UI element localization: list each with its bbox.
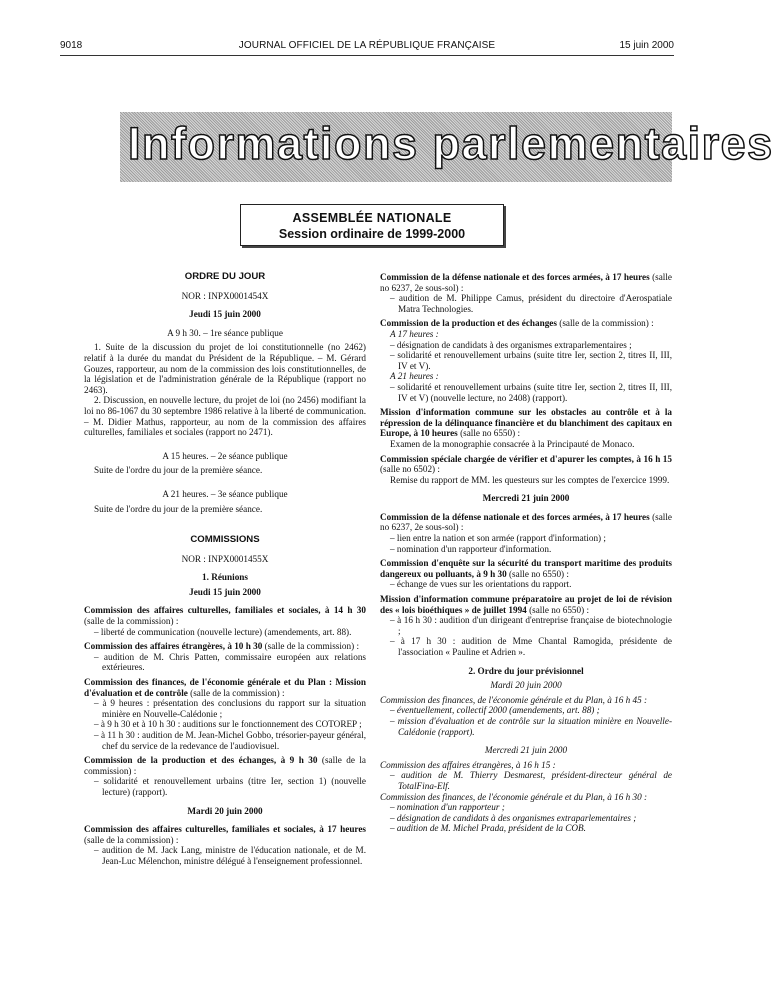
seance-text: Suite de l'ordre du jour de la première séance.	[94, 465, 263, 476]
entry-text: Examen de la monographie consacrée à la Principauté de Monaco.	[390, 438, 635, 449]
commission-entry: Commission des affaires étrangères, à 10 h 30 (salle de la commission) :	[84, 641, 359, 652]
commission-entry: Commission des finances, de l'économie générale et du Plan, à 16 h 30 :	[380, 791, 648, 802]
commission-entry: Commission de la défense nationale et des forces armées, à 17 heures (salle no 6237, 2e sous-sol) :	[380, 272, 672, 293]
subsection-heading: 2. Ordre du jour prévisionnel	[468, 665, 584, 676]
list-item: – solidarité et renouvellement urbains (suite titre Ier, section 2, titres II, III, IV et V).	[390, 350, 672, 371]
list-item: – à 9 h 30 et à 10 h 30 : auditions sur le fonctionnement des COTOREP ;	[94, 719, 362, 730]
list-item: – à 9 heures : présentation des conclusions du rapport sur la situation minière en Nouvelle-Calédonie ;	[94, 698, 366, 719]
list-item: – éventuellement, collectif 2000 (amendements, art. 88) ;	[390, 705, 600, 716]
agenda-item: 2. Discussion, en nouvelle lecture, du projet de loi (no 2456) modifiant la loi no 86-1067 du 30 septembre 1986 relative à la liberté de communication. – M. Didier Mathus, rapporteur, au nom de la commission des affaires culturelles, familiales et sociales (rapport no 2471).	[84, 395, 366, 438]
list-item: – lien entre la nation et son armée (rapport d'information) ;	[390, 533, 606, 544]
list-item: – solidarité et renouvellement urbains (titre Ier, section 1) (nouvelle lecture) (rapport).	[94, 776, 366, 797]
page-number: 9018	[60, 40, 83, 51]
left-column	[84, 272, 366, 867]
commissions-heading: COMMISSIONS	[190, 534, 260, 546]
subsection-heading: 1. Réunions	[202, 572, 248, 583]
time-label: A 17 heures :	[390, 328, 439, 339]
commission-entry: Commission des finances, de l'économie générale et du Plan, à 16 h 45 :	[380, 694, 648, 705]
seance-heading: A 9 h 30. – 1re séance publique	[167, 327, 283, 338]
date-heading: Mardi 20 juin 2000	[490, 680, 562, 691]
list-item: – à 17 h 30 : audition de Mme Chantal Ramogida, présidente de l'association « Pauline et Adrien ».	[390, 636, 672, 657]
entry-text: Remise du rapport de MM. les questeurs sur les comptes de l'exercice 1999.	[390, 474, 670, 485]
time-label: A 21 heures :	[390, 371, 439, 382]
assembly-name: ASSEMBLÉE NATIONALE	[292, 211, 452, 225]
list-item: – nomination d'un rapporteur ;	[390, 802, 505, 813]
list-item: – échange de vues sur les orientations du rapport.	[390, 579, 572, 590]
agenda-item: 1. Suite de la discussion du projet de loi constitutionnelle (no 2462) relatif à la durée du mandat du Président de la République. – M. Gérard Gouzes, rapporteur, au nom de la commission des lois constitutionnelles, de la législation et de l'administration générale de la République (rapport no 2463).	[84, 342, 366, 395]
list-item: – à 11 h 30 : audition de M. Jean-Michel Gobbo, trésorier-payeur général, chef du service de la redevance de l'audiovisuel.	[94, 730, 366, 751]
list-item: – audition de M. Chris Patten, commissaire européen aux relations extérieures.	[94, 651, 366, 673]
commission-entry: Commission de la production et des échanges (salle de la commission) :	[380, 318, 654, 329]
list-item: – liberté de communication (nouvelle lecture) (amendements, art. 88).	[94, 626, 352, 637]
journal-title: JOURNAL OFFICIEL DE LA RÉPUBLIQUE FRANÇAISE	[238, 40, 496, 51]
odj-heading: ORDRE DU JOUR	[184, 271, 266, 282]
nor-ref: NOR : INPX0001454X	[181, 290, 269, 301]
commission-entry: Commission des affaires culturelles, familiales et sociales, à 17 heures (salle de la commission) :	[84, 824, 366, 845]
list-item: – audition de M. Philippe Camus, président du directoire d'Aerospatiale Matra Technologies.	[390, 293, 672, 314]
date-heading: Jeudi 15 juin 2000	[189, 309, 261, 320]
list-item: – audition de M. Jack Lang, ministre de l'éducation nationale, et de M. Jean-Luc Mélenchon, ministre délégué à l'enseignement professionnel.	[94, 845, 366, 866]
nor-ref: NOR : INPX0001455X	[181, 553, 269, 564]
issue-date: 15 juin 2000	[619, 40, 674, 51]
commission-entry: Mission d'information commune préparatoire au projet de loi de révision des « lois bioéthiques » de juillet 1994 (salle no 6550) :	[380, 594, 672, 615]
right-column	[380, 272, 672, 834]
commission-entry: Commission spéciale chargée de vérifier et d'apurer les comptes, à 16 h 15 (salle no 6502) :	[380, 453, 672, 475]
list-item: – désignation de candidats à des organismes extraparlementaires ;	[390, 339, 632, 350]
date-heading: Jeudi 15 juin 2000	[189, 586, 261, 597]
header-rule	[60, 55, 674, 56]
list-item: – désignation de candidats à des organismes extraparlementaires ;	[390, 812, 637, 823]
banner-title: Informations parlementaires	[128, 118, 774, 169]
date-heading: Mardi 20 juin 2000	[187, 805, 263, 816]
commission-entry: Commission des finances, de l'économie générale et du Plan : Mission d'évaluation et de contrôle (salle de la commission) :	[84, 677, 366, 698]
seance-text: Suite de l'ordre du jour de la première séance.	[94, 503, 263, 514]
date-heading: Mercredi 21 juin 2000	[484, 745, 568, 756]
commission-entry: Commission des affaires culturelles, familiales et sociales, à 14 h 30 (salle de la commission) :	[84, 605, 366, 627]
page-header	[60, 38, 674, 54]
date-heading: Mercredi 21 juin 2000	[482, 493, 570, 504]
session-name: Session ordinaire de 1999-2000	[278, 227, 466, 241]
commission-entry: Commission des affaires étrangères, à 16 h 15 :	[380, 759, 556, 770]
seance-heading: A 21 heures. – 3e séance publique	[162, 488, 288, 499]
list-item: – mission d'évaluation et de contrôle sur la situation minière en Nouvelle-Calédonie (rapport).	[390, 715, 672, 737]
commission-entry: Commission d'enquête sur la sécurité du transport maritime des produits dangereux ou polluants, à 9 h 30 (salle no 6550) :	[380, 558, 672, 579]
section-banner	[120, 112, 774, 182]
list-item: – solidarité et renouvellement urbains (suite titre Ier, section 2, titres II, III, IV et V) (nouvelle lecture, no 2408) (rapport).	[390, 381, 672, 403]
list-item: – audition de M. Michel Prada, président de la COB.	[390, 823, 586, 834]
commission-entry: Mission d'information commune sur les obstacles au contrôle et à la répression de la délinquance financière et du blanchiment des capitaux en Europe, à 10 heures (salle no 6550) :	[380, 407, 672, 439]
seance-heading: A 15 heures. – 2e séance publique	[162, 450, 288, 461]
commission-entry: Commission de la production et des échanges, à 9 h 30 (salle de la commission) :	[84, 755, 366, 776]
list-item: – nomination d'un rapporteur d'information.	[390, 543, 552, 554]
assembly-box	[240, 204, 504, 246]
list-item: – à 16 h 30 : audition d'un dirigeant d'entreprise française de biotechnologie ;	[390, 615, 672, 636]
list-item: – audition de M. Thierry Desmarest, président-directeur général de TotalFina-Elf.	[390, 770, 672, 791]
commission-entry: Commission de la défense nationale et des forces armées, à 17 heures (salle no 6237, 2e sous-sol) :	[380, 511, 672, 533]
